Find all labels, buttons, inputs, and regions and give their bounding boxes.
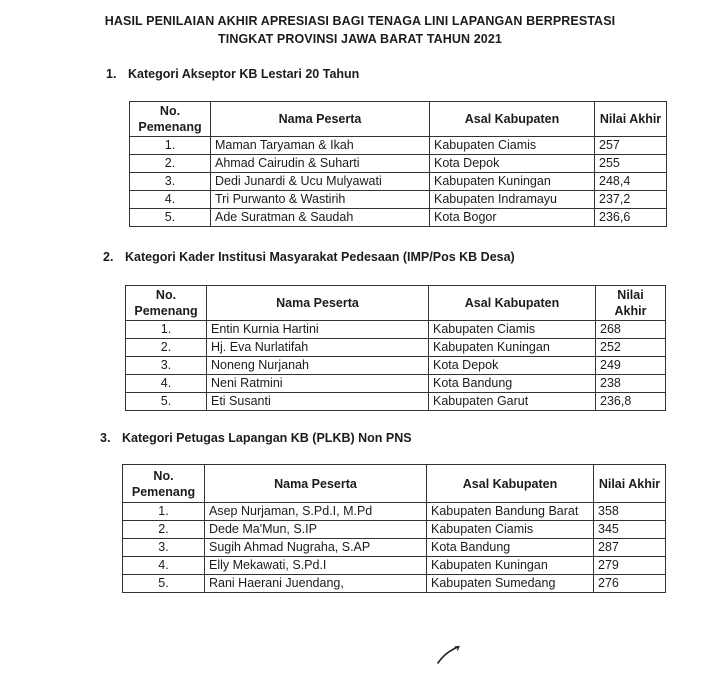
participant-name: Elly Mekawati, S.Pd.I (205, 557, 427, 575)
pen-mark-icon (436, 644, 462, 666)
participant-name: Dede Ma'Mun, S.IP (205, 521, 427, 539)
winner-number: 2. (130, 155, 211, 173)
table-row (130, 137, 667, 155)
section-3-heading (100, 431, 412, 445)
section-2-heading (103, 250, 515, 264)
winner-number: 1. (123, 503, 205, 521)
final-score: 236,8 (596, 393, 666, 411)
winner-number: 4. (126, 375, 207, 393)
table-row (126, 375, 666, 393)
final-score: 276 (594, 575, 666, 593)
table-body (126, 321, 666, 411)
section-title: Kategori Akseptor KB Lestari 20 Tahun (128, 67, 360, 81)
participant-name: Maman Taryaman & Ikah (211, 137, 430, 155)
origin-regency: Kabupaten Sumedang (427, 575, 594, 593)
col-header-score: Nilai Akhir (596, 286, 666, 321)
table-row (130, 155, 667, 173)
origin-regency: Kabupaten Ciamis (427, 521, 594, 539)
origin-regency: Kabupaten Garut (429, 393, 596, 411)
participant-name: Eti Susanti (207, 393, 429, 411)
participant-name: Ade Suratman & Saudah (211, 209, 430, 227)
final-score: 257 (595, 137, 667, 155)
participant-name: Entin Kurnia Hartini (207, 321, 429, 339)
winner-number: 4. (130, 191, 211, 209)
final-score: 255 (595, 155, 667, 173)
participant-name: Ahmad Cairudin & Suharti (211, 155, 430, 173)
col-header-no: No. Pemenang (126, 286, 207, 321)
title-line-1: HASIL PENILAIAN AKHIR APRESIASI BAGI TENAGA LINI LAPANGAN BERPRESTASI (104, 14, 616, 28)
section-number: 1. (106, 67, 117, 81)
origin-regency: Kota Bogor (430, 209, 595, 227)
table-row (126, 321, 666, 339)
final-score: 358 (594, 503, 666, 521)
col-header-name: Nama Peserta (211, 102, 430, 137)
table-row (126, 393, 666, 411)
final-score: 249 (596, 357, 666, 375)
origin-regency: Kabupaten Bandung Barat (427, 503, 594, 521)
section-number: 3. (100, 431, 111, 445)
col-header-origin: Asal Kabupaten (430, 102, 595, 137)
winner-number: 4. (123, 557, 205, 575)
origin-regency: Kota Bandung (429, 375, 596, 393)
section-number: 2. (103, 250, 114, 264)
table-row (123, 503, 666, 521)
col-header-name: Nama Peserta (205, 465, 427, 503)
winner-number: 5. (123, 575, 205, 593)
final-score: 268 (596, 321, 666, 339)
table-row (130, 209, 667, 227)
table-row (123, 557, 666, 575)
table-body (123, 503, 666, 593)
section-1-heading (106, 67, 359, 81)
origin-regency: Kota Depok (429, 357, 596, 375)
winner-number: 2. (126, 339, 207, 357)
table-row (123, 521, 666, 539)
origin-regency: Kabupaten Ciamis (430, 137, 595, 155)
table-row (123, 575, 666, 593)
participant-name: Sugih Ahmad Nugraha, S.AP (205, 539, 427, 557)
col-header-origin: Asal Kabupaten (427, 465, 594, 503)
table-row (126, 339, 666, 357)
results-table-1 (129, 101, 667, 227)
winner-number: 3. (126, 357, 207, 375)
participant-name: Neni Ratmini (207, 375, 429, 393)
col-header-name: Nama Peserta (207, 286, 429, 321)
winner-number: 2. (123, 521, 205, 539)
participant-name: Asep Nurjaman, S.Pd.I, M.Pd (205, 503, 427, 521)
final-score: 279 (594, 557, 666, 575)
participant-name: Noneng Nurjanah (207, 357, 429, 375)
document-title (0, 12, 720, 48)
title-line-2: TINGKAT PROVINSI JAWA BARAT TAHUN 2021 (218, 32, 502, 46)
winner-number: 3. (130, 173, 211, 191)
table-row (126, 357, 666, 375)
table-row (123, 539, 666, 557)
section-title: Kategori Kader Institusi Masyarakat Pedesaan (IMP/Pos KB Desa) (125, 250, 515, 264)
table-row (130, 191, 667, 209)
origin-regency: Kabupaten Kuningan (429, 339, 596, 357)
final-score: 248,4 (595, 173, 667, 191)
table-body (130, 137, 667, 227)
final-score: 252 (596, 339, 666, 357)
col-header-score: Nilai Akhir (595, 102, 667, 137)
winner-number: 3. (123, 539, 205, 557)
winner-number: 5. (130, 209, 211, 227)
participant-name: Rani Haerani Juendang, (205, 575, 427, 593)
participant-name: Dedi Junardi & Ucu Mulyawati (211, 173, 430, 191)
table-row (130, 173, 667, 191)
origin-regency: Kabupaten Kuningan (427, 557, 594, 575)
col-header-origin: Asal Kabupaten (429, 286, 596, 321)
final-score: 238 (596, 375, 666, 393)
final-score: 345 (594, 521, 666, 539)
winner-number: 5. (126, 393, 207, 411)
col-header-score: Nilai Akhir (594, 465, 666, 503)
origin-regency: Kota Depok (430, 155, 595, 173)
col-header-no: No. Pemenang (130, 102, 211, 137)
winner-number: 1. (126, 321, 207, 339)
results-table-2 (125, 285, 666, 411)
winner-number: 1. (130, 137, 211, 155)
final-score: 236,6 (595, 209, 667, 227)
participant-name: Hj. Eva Nurlatifah (207, 339, 429, 357)
final-score: 237,2 (595, 191, 667, 209)
origin-regency: Kabupaten Indramayu (430, 191, 595, 209)
participant-name: Tri Purwanto & Wastirih (211, 191, 430, 209)
col-header-no: No. Pemenang (123, 465, 205, 503)
results-table-3 (122, 464, 666, 593)
origin-regency: Kabupaten Ciamis (429, 321, 596, 339)
final-score: 287 (594, 539, 666, 557)
section-title: Kategori Petugas Lapangan KB (PLKB) Non PNS (122, 431, 412, 445)
origin-regency: Kota Bandung (427, 539, 594, 557)
origin-regency: Kabupaten Kuningan (430, 173, 595, 191)
